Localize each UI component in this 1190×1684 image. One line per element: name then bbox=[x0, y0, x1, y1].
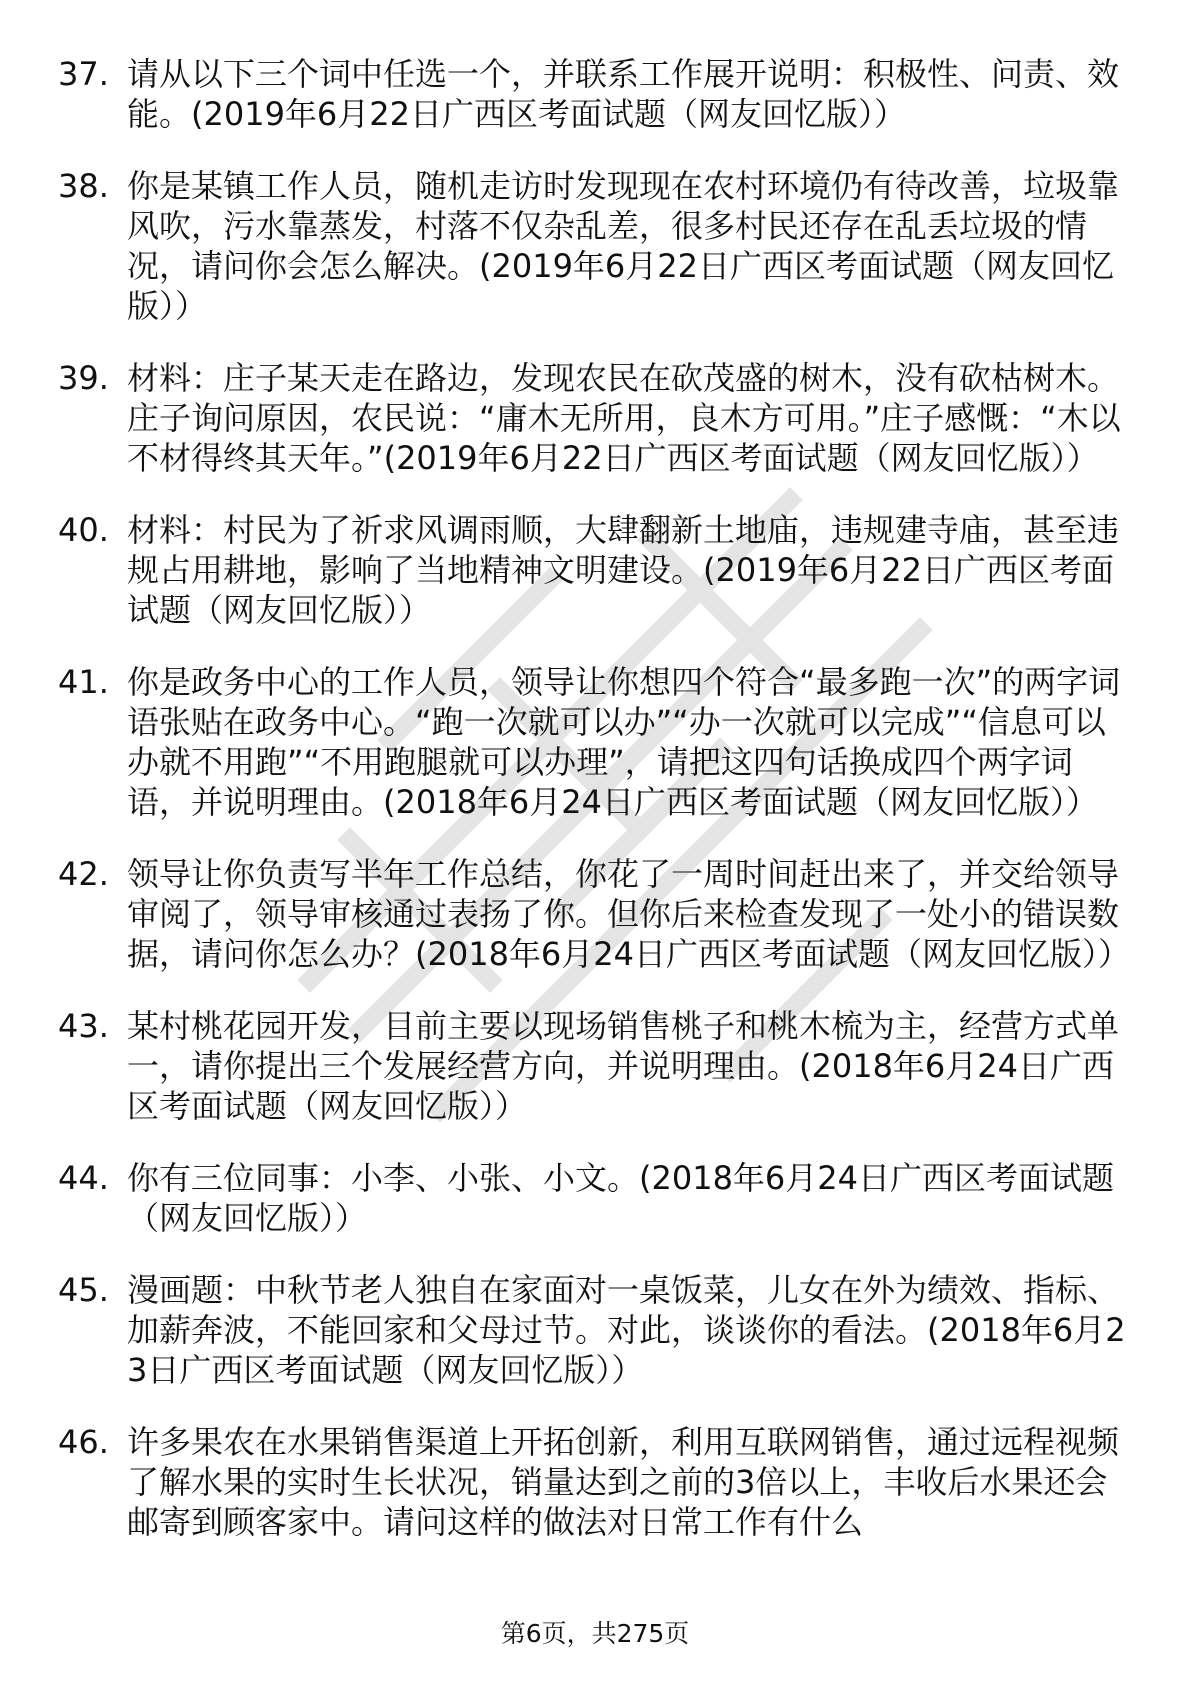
question-text: 你是政务中心的工作人员，领导让你想四个符合“最多跑一次”的两字词语张贴在政务中心。“跑一次就可以办”“办一次就可以完成”“信息可以办就不用跑”“不用跑腿就可以办理”，请把这四句话换成四个两字词语，并说明理由。(2018年6月24日广西区考面试题（网友回忆版）） bbox=[127, 663, 1121, 821]
question-list bbox=[58, 54, 1136, 1574]
question-text: 你有三位同事：小李、小张、小文。(2018年6月24日广西区考面试题（网友回忆版）） bbox=[127, 1159, 1115, 1237]
question-40 bbox=[58, 510, 1136, 630]
question-number: 43. bbox=[58, 1007, 109, 1045]
question-text: 你是某镇工作人员，随机走访时发现现在农村环境仍有待改善，垃圾靠风吹，污水靠蒸发，村落不仅杂乱差，很多村民还存在乱丢垃圾的情况，请问你会怎么解决。(2019年6月22日广西区考面试题（网友回忆版）） bbox=[127, 167, 1120, 325]
question-45 bbox=[58, 1270, 1136, 1390]
question-42 bbox=[58, 854, 1136, 974]
question-41 bbox=[58, 662, 1136, 822]
question-text: 漫画题：中秋节老人独自在家面对一桌饭菜，儿女在外为绩效、指标、加薪奔波，不能回家和父母过节。对此，谈谈你的看法。(2018年6月23日广西区考面试题（网友回忆版）） bbox=[127, 1271, 1126, 1389]
question-number: 37. bbox=[58, 55, 109, 93]
question-text: 许多果农在水果销售渠道上开拓创新，利用互联网销售，通过远程视频了解水果的实时生长状况，销量达到之前的3倍以上，丰收后水果还会邮寄到顾客家中。请问这样的做法对日常工作有什么 bbox=[127, 1423, 1120, 1541]
page-footer bbox=[0, 1618, 1190, 1650]
question-number: 42. bbox=[58, 855, 109, 893]
question-text: 材料：庄子某天走在路边，发现农民在砍茂盛的树木，没有砍枯树木。庄子询问原因，农民说：“庸木无所用，良木方可用。”庄子感慨：“木以不材得终其天年。”(2019年6月22日广西区考面试题（网友回忆版）） bbox=[127, 359, 1121, 477]
question-number: 40. bbox=[58, 511, 109, 549]
question-number: 44. bbox=[58, 1159, 109, 1197]
question-43 bbox=[58, 1006, 1136, 1126]
question-38 bbox=[58, 166, 1136, 326]
question-37 bbox=[58, 54, 1136, 134]
question-number: 38. bbox=[58, 167, 109, 205]
question-number: 45. bbox=[58, 1271, 109, 1309]
question-39 bbox=[58, 358, 1136, 478]
question-number: 46. bbox=[58, 1423, 109, 1461]
question-46 bbox=[58, 1422, 1136, 1542]
question-text: 领导让你负责写半年工作总结，你花了一周时间赶出来了，并交给领导审阅了，领导审核通过表扬了你。但你后来检查发现了一处小的错误数据，请问你怎么办？(2018年6月24日广西区考面试题（网友回忆版）） bbox=[127, 855, 1131, 973]
question-44 bbox=[58, 1158, 1136, 1238]
question-text: 某村桃花园开发，目前主要以现场销售桃子和桃木梳为主，经营方式单一，请你提出三个发展经营方向，并说明理由。(2018年6月24日广西区考面试题（网友回忆版）） bbox=[127, 1007, 1120, 1125]
page-number-text: 第6页，共275页 bbox=[500, 1619, 690, 1648]
question-number: 41. bbox=[58, 663, 109, 701]
question-number: 39. bbox=[58, 359, 109, 397]
question-text: 材料：村民为了祈求风调雨顺，大肆翻新土地庙，违规建寺庙，甚至违规占用耕地，影响了当地精神文明建设。(2019年6月22日广西区考面试题（网友回忆版）） bbox=[127, 511, 1120, 629]
question-text: 请从以下三个词中任选一个，并联系工作展开说明：积极性、问责、效能。(2019年6月22日广西区考面试题（网友回忆版）） bbox=[127, 55, 1120, 133]
